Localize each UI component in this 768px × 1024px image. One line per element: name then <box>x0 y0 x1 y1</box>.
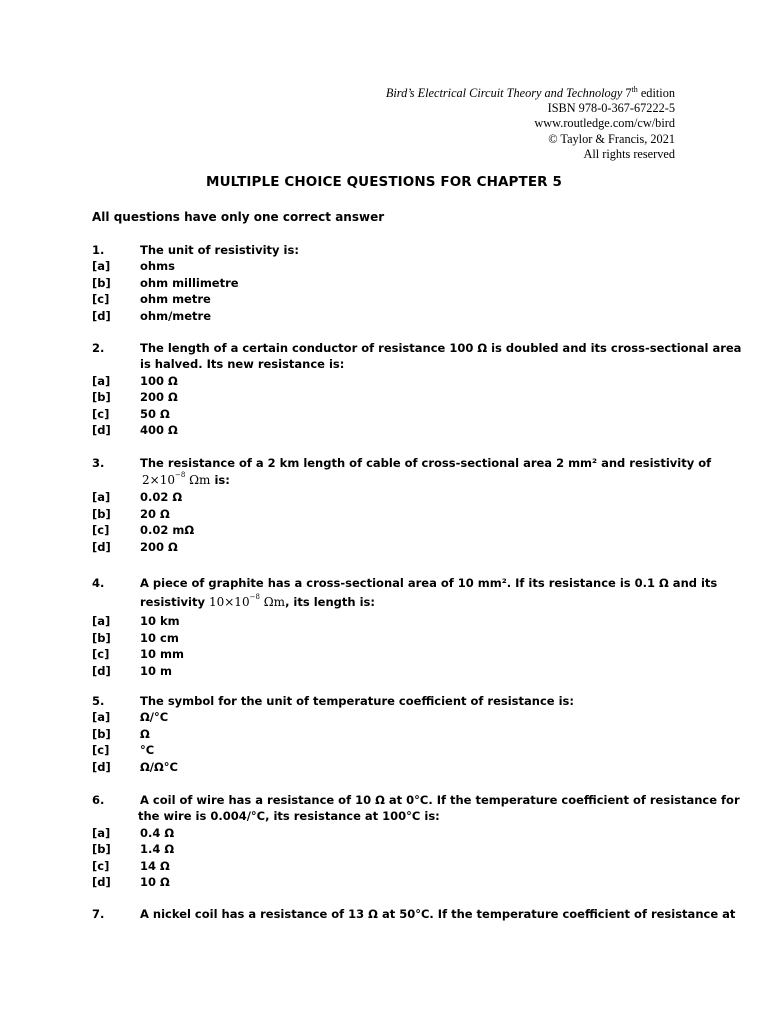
option-label: [d] <box>92 663 111 678</box>
math-coefficient: 10×10 <box>208 595 250 610</box>
option-label: [c] <box>92 406 110 421</box>
book-title: Bird’s Electrical Circuit Theory and Technology <box>385 86 623 100</box>
option-text: 0.02 Ω <box>140 490 183 505</box>
question-number: 4. <box>92 576 105 590</box>
question-7 <box>92 906 736 922</box>
option-label: [d] <box>92 759 111 774</box>
option-text: 200 Ω <box>140 539 178 554</box>
option-label: [d] <box>92 308 111 323</box>
resistivity-expression <box>140 591 375 613</box>
option-text: 10 m <box>140 663 172 678</box>
question-text: A piece of graphite has a cross-sectional area of 10 mm². If its resistance is 0.1 Ω and its <box>140 576 718 590</box>
option-text: Ω/°C <box>140 710 169 725</box>
option-label: [b] <box>92 275 111 290</box>
question-3 <box>92 455 712 555</box>
question-text-suffix: is: <box>210 473 230 488</box>
option-text: °C <box>140 743 155 758</box>
question-5 <box>92 693 692 775</box>
option-label: [a] <box>92 373 111 388</box>
math-coefficient: 2×10 <box>142 473 175 488</box>
option-text: 1.4 Ω <box>140 842 175 857</box>
option-text: 100 Ω <box>140 373 178 388</box>
question-number: 1. <box>92 243 105 257</box>
option-label: [a] <box>92 614 111 629</box>
option-label: [c] <box>92 743 110 758</box>
option-text: 14 Ω <box>140 858 170 873</box>
question-text-continued: the wire is 0.004/°C, its resistance at 100°C is: <box>138 809 440 824</box>
option-label: [a] <box>92 710 111 725</box>
option-text: 10 cm <box>140 630 179 645</box>
option-text: 0.02 mΩ <box>140 523 195 538</box>
option-label: [a] <box>92 259 111 274</box>
option-label: [b] <box>92 842 111 857</box>
option-label: [a] <box>92 825 111 840</box>
option-text: 10 km <box>140 614 180 629</box>
question-text: A nickel coil has a resistance of 13 Ω at 50°C. If the temperature coefficient of resistance at <box>140 907 736 921</box>
question-number: 2. <box>92 341 105 355</box>
option-text: 0.4 Ω <box>140 825 175 840</box>
question-text-continued: is halved. Its new resistance is: <box>140 357 345 372</box>
edition-number: 7 <box>625 86 632 100</box>
option-text: Ω/Ω°C <box>140 759 178 774</box>
question-2 <box>92 340 742 438</box>
copyright: © Taylor & Francis, 2021 <box>548 131 675 146</box>
option-text: 10 Ω <box>140 874 170 889</box>
math-exponent: −8 <box>174 471 186 480</box>
question-text: A coil of wire has a resistance of 10 Ω at 0°C. If the temperature coefficient of resistance for <box>140 793 740 807</box>
book-title-line <box>386 86 675 101</box>
page-title: MULTIPLE CHOICE QUESTIONS FOR CHAPTER 5 <box>206 174 562 190</box>
option-text: 20 Ω <box>140 506 170 521</box>
question-text: The resistance of a 2 km length of cable of cross-sectional area 2 mm² and resistivity of <box>140 456 712 470</box>
option-label: [b] <box>92 506 111 521</box>
resistivity-expression <box>142 471 230 489</box>
option-text: ohms <box>140 259 175 274</box>
option-label: [d] <box>92 539 111 554</box>
question-number: 6. <box>92 793 105 807</box>
option-label: [c] <box>92 858 110 873</box>
option-text: 400 Ω <box>140 422 178 437</box>
option-text: 10 mm <box>140 647 184 662</box>
question-text: The symbol for the unit of temperature coefficient of resistance is: <box>140 694 574 708</box>
math-unit: Ωm <box>259 595 286 610</box>
option-text: 50 Ω <box>140 406 170 421</box>
option-label: [c] <box>92 647 110 662</box>
question-1 <box>92 242 692 324</box>
instructions: All questions have only one correct answer <box>92 210 385 224</box>
option-label: [d] <box>92 422 111 437</box>
option-label: [d] <box>92 874 111 889</box>
question-4 <box>92 575 718 679</box>
website-url: www.routledge.com/cw/bird <box>534 116 675 131</box>
option-label: [a] <box>92 490 111 505</box>
option-text: ohm/metre <box>140 308 212 323</box>
question-text: The length of a certain conductor of resistance 100 Ω is doubled and its cross-sectional area <box>140 341 742 355</box>
question-number: 5. <box>92 694 105 708</box>
option-label: [b] <box>92 630 111 645</box>
question-6 <box>92 792 740 890</box>
edition-word: edition <box>637 86 675 100</box>
question-number: 7. <box>92 907 105 921</box>
option-label: [c] <box>92 523 110 538</box>
math-unit: Ωm <box>185 473 211 488</box>
question-text-suffix: , its length is: <box>285 595 375 610</box>
edition-suffix: th <box>631 84 638 94</box>
option-label: [c] <box>92 292 110 307</box>
isbn: ISBN 978-0-367-67222-5 <box>547 101 675 116</box>
document-header <box>386 86 675 162</box>
option-label: [b] <box>92 726 111 741</box>
option-text: ohm metre <box>140 292 211 307</box>
question-text: The unit of resistivity is: <box>140 243 299 257</box>
rights-notice: All rights reserved <box>583 146 675 161</box>
option-label: [b] <box>92 390 111 405</box>
question-number: 3. <box>92 456 105 470</box>
option-text: ohm millimetre <box>140 275 239 290</box>
math-exponent: −8 <box>249 593 260 602</box>
question-text-prefix: resistivity <box>140 595 209 610</box>
option-text: 200 Ω <box>140 390 178 405</box>
option-text: Ω <box>140 726 150 741</box>
